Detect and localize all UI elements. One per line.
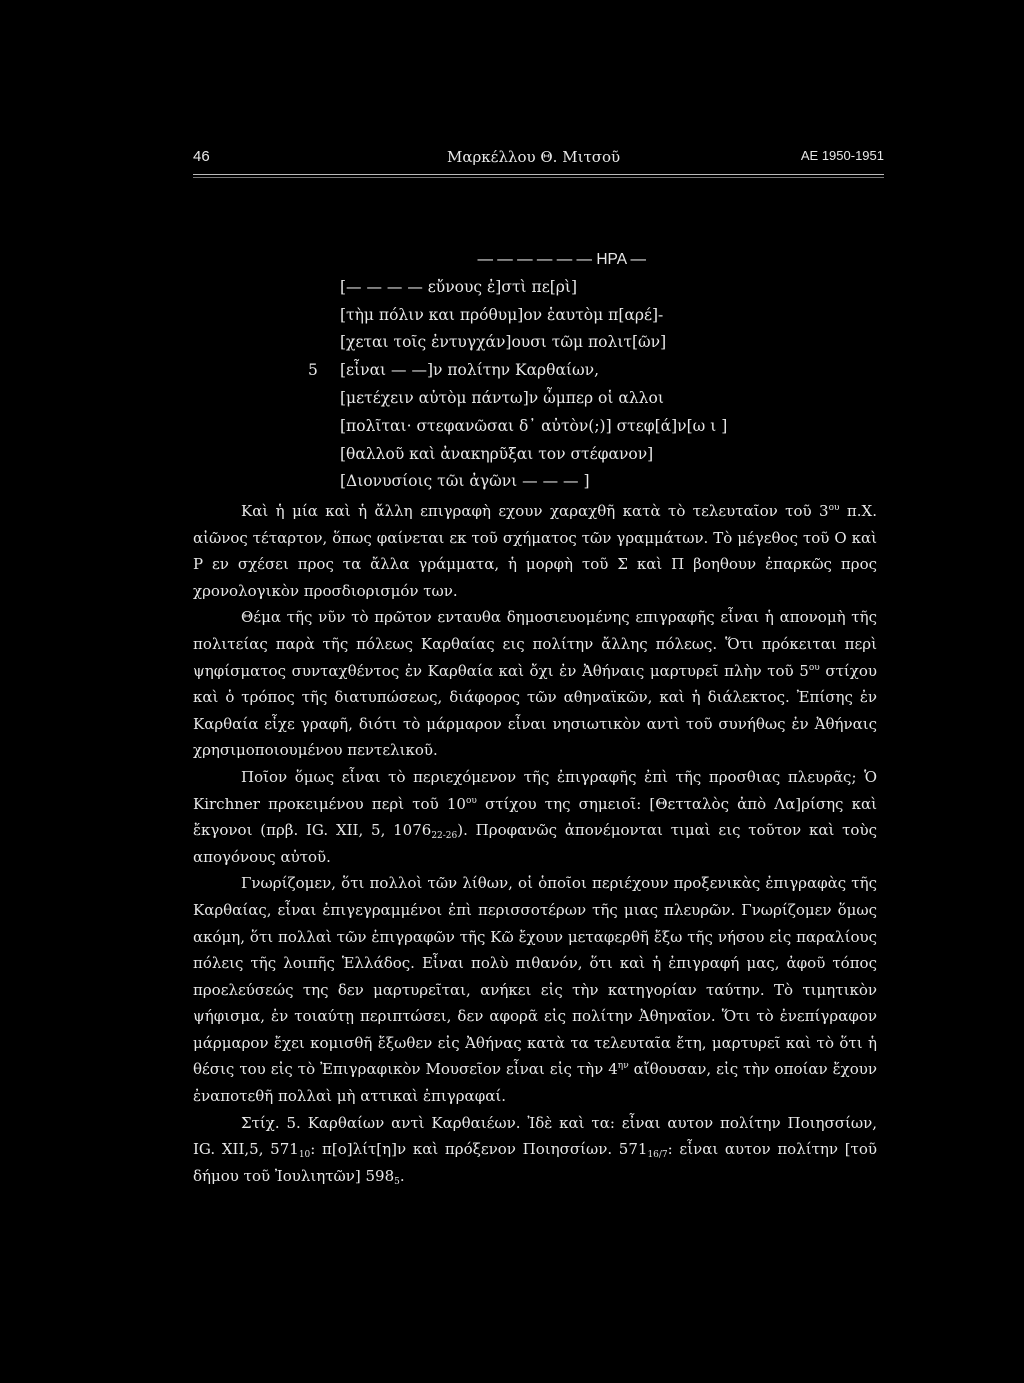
inscription-line: [Διονυσίοις τῶι ἀγῶνι — — — ] <box>340 472 590 491</box>
text-run: π.Χ. αἰῶνος τέταρτον, ὅπως φαίνεται εκ τοῦ σχήματος τῶν γραμμάτων. Τὸ μέγεθος τοῦ Ο καὶ Ρ εν σχέσει προς τα ἄλλα γράμματα, ἡ μορφὴ τοῦ Σ καὶ Π βοηθουν ἐπαρκῶς προς χρονολογικὸν προσδιορισμόν των. <box>193 502 877 600</box>
subscript: 5 <box>394 1176 400 1187</box>
subscript: 22-26 <box>431 831 458 842</box>
inscription-line: [μετέχειν αὐτὸμ πάντω]ν ὦμπερ οἱ αλλοι <box>340 388 664 407</box>
text-run: ). Προφανῶς ἀπονέμονται τιμαὶ εις τοῦτον καὶ τοὺς απογόνους αὐτοῦ. <box>193 821 877 866</box>
subscript: 16/7 <box>647 1150 668 1161</box>
inscription-line: — — — — — — ΗΡΑ — <box>477 251 646 268</box>
text-run: Καὶ ἡ μία καὶ ἡ ἄλλη επιγραφὴ εχουν χαραχθῆ κατὰ τὸ τελευταῖον τοῦ 3 <box>241 502 829 520</box>
text-run: στίχου της σημειοῖ: [Θετταλὸς ἀπὸ Λα]ρίσης καὶ ἔκγονοι (πρβ. IG. XII, 5, 1076 <box>193 794 877 840</box>
line-number: 5 <box>308 361 318 380</box>
text-run: στίχου καὶ ὁ τρόπος τῆς διατυπώσεως, διάφορος τῶν αθηναϊκῶν, καὶ ἡ διάλεκτος. Ἐπίσης ἐν Καρθαία εἶχε γραφῆ, διότι τὸ μάρμαρον εἶναι νησιωτικὸν αντὶ τοῦ συνήθως ἐν Ἀθήναις χρησιμοποιουμένου πεντελικοῦ. <box>193 661 877 760</box>
header-rule-secondary <box>193 177 884 178</box>
text-run: Ποῖον ὅμως εἶναι τὸ περιεχόμενον τῆς ἐπιγραφῆς ἐπὶ τῆς προσθιας πλευρᾶς; Ὁ Kirchner προκειμένου περὶ τοῦ 10 <box>193 767 877 813</box>
inscription-line-text: [εἶναι — —]ν πολίτην Καρθαίων, <box>340 361 600 380</box>
paragraph <box>193 498 877 604</box>
inscription-text <box>308 246 728 496</box>
paragraph <box>193 870 877 1109</box>
inscription-line-5 <box>308 357 670 385</box>
superscript: ου <box>465 795 477 806</box>
text-run: Στίχ. 5. Καρθαίων αντὶ Καρθαιέων. Ἰδὲ καὶ τα: εἶναι αυτον πολίτην Ποιησσίων, IG. XII,5, 571 <box>193 1113 877 1159</box>
text-run: Γνωρίζομεν, ὅτι πολλοὶ τῶν λίθων, οἱ ὁποῖοι περιέχουν προξενικὰς ἐπιγραφὰς τῆς Καρθαίας, εἶναι ἐπιγεγραμμένοι ἐπὶ περισσοτέρων τῆς μιας πλευρῶν. Γνωρίζομεν ὅμως ακόμη, ὅτι πολλαὶ τῶν ἐπιγραφῶν τῆς Κῶ ἔχουν μεταφερθῆ ἔξω τῆς νήσου εἰς παραλίους πόλεις τῆς λοιπῆς Ἑλλάδος. Εἶναι πολὺ πιθανόν, ὅτι καὶ ἡ ἐπιγραφή μας, ἀφοῦ τόπος προελεύσεώς της δεν μαρτυρεῖται, ανήκει εἰς τὴν κατηγορίαν ταύτην. Τὸ τιμητικὸν ψήφισμα, ἐν τοιαύτῃ περιπτώσει, δεν αφορᾶ εἰς πολίτην Ἀθηναῖον. Ὅτι τὸ ἐνεπίγραφον μάρμαρον ἔχει κομισθῆ ἔξωθεν εἰς Ἀθήνας κατὰ τα τελευταῖα ἔτη, μαρτυρεῖ καὶ τὸ ὅτι ἡ θέσις του εἰς τὸ Ἐπιγραφικὸν Μουσεῖον εἶναι εἰς τὴν 4 <box>193 874 877 1079</box>
running-header <box>193 148 884 174</box>
author-title: Μαρκέλλου Θ. Μιτσοῦ <box>447 148 621 166</box>
inscription-line: [πολῖται· στεφανῶσαι δ᾽ αὐτὸν(;)] στεφ[ά]ν[ω ι ] <box>340 416 728 435</box>
text-run: : π[ο]λίτ[η]ν καὶ πρόξενον Ποιησσίων. 571 <box>310 1140 648 1159</box>
subscript: 10 <box>298 1150 311 1161</box>
superscript: ην <box>617 1061 629 1072</box>
paragraph <box>193 1110 877 1190</box>
paragraph <box>193 604 877 764</box>
text-run: Θέμα τῆς νῦν τὸ πρῶτον ενταυθα δημοσιευομένης επιγραφῆς εἶναι ἡ απονομὴ τῆς πολιτείας παρὰ τῆς πόλεως Καρθαίας εις πολίτην ἄλλης πόλεως. Ὅτι πρόκειται περὶ ψηφίσματος συνταχθέντος ἐν Καρθαία καὶ ὄχι ἐν Ἀθήναις μαρτυρεῖ πλὴν τοῦ 5 <box>193 608 877 680</box>
body-text <box>193 498 877 1189</box>
inscription-line: [χεται τοῖς ἐντυγχάν]ουσι τῶμ πολιτ[ῶν] <box>340 333 667 352</box>
page-number: 46 <box>193 148 210 165</box>
inscription-line: [θαλλοῦ καὶ ἀνακηρῦξαι τον στέφανον] <box>340 444 654 463</box>
header-rule <box>193 174 884 175</box>
superscript: ου <box>828 503 840 513</box>
inscription-line: [— — — — εὔνους ἐ]στὶ πε[ρὶ] <box>340 277 578 296</box>
text-run: : εἶναι αυτον πολίτην [τοῦ δήμου τοῦ Ἰουλιητῶν] 598 <box>193 1140 878 1185</box>
text-run: αἴθουσαν, εἰς τὴν οποίαν ἔχουν ἐναποτεθῆ πολλαὶ μὴ αττικαὶ ἐπιγραφαί. <box>193 1060 877 1106</box>
paragraph <box>193 764 877 870</box>
text-run: . <box>399 1166 405 1185</box>
superscript: ου <box>808 662 820 673</box>
inscription-line: [τὴμ πόλιν και πρόθυμ]ον ἑαυτὸμ π[αρέ]- <box>340 305 664 324</box>
journal-issue: ΑΕ 1950-1951 <box>800 148 884 163</box>
